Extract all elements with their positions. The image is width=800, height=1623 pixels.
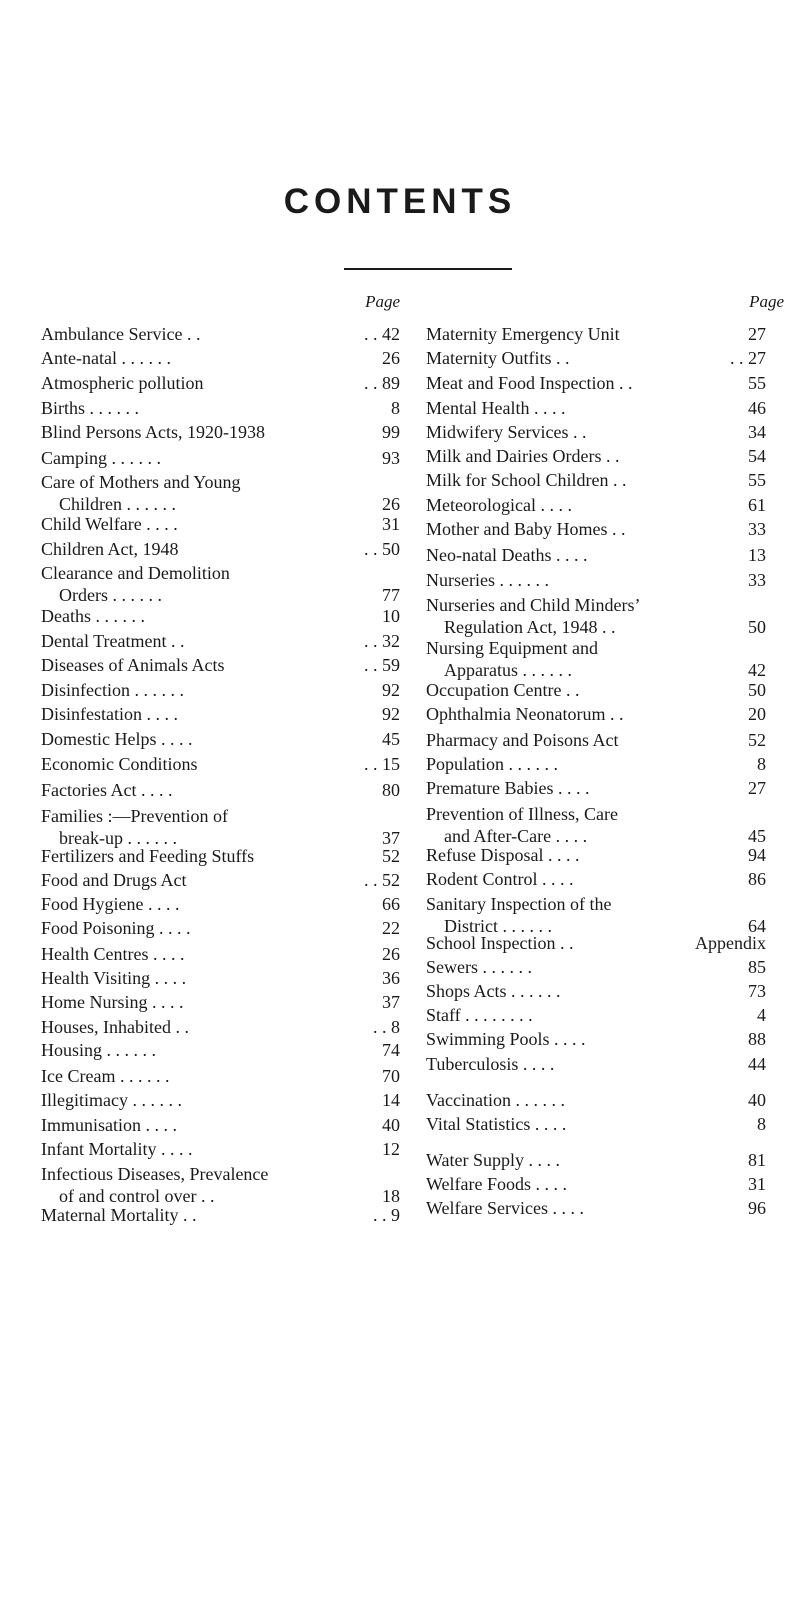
- entry-page-number: 70: [382, 1066, 400, 1086]
- entry-label: Camping . . . . . .: [41, 448, 161, 468]
- index-entry: [426, 372, 766, 394]
- index-entry: [41, 562, 400, 606]
- entry-label: Infectious Diseases, Prevalence: [41, 1164, 269, 1184]
- index-entry: [41, 753, 400, 775]
- entry-label: Welfare Foods . . . .: [426, 1174, 568, 1194]
- entry-page-number: 96: [748, 1198, 766, 1218]
- entry-label: Deaths . . . . . .: [41, 606, 145, 626]
- entry-label: Ice Cream . . . . . .: [41, 1066, 170, 1086]
- entry-label: Nursing Equipment and: [426, 638, 598, 658]
- entry-label: Tuberculosis . . . .: [426, 1054, 555, 1074]
- index-entry: [41, 1016, 400, 1038]
- index-entry: [41, 893, 400, 915]
- index-entry: [426, 594, 766, 638]
- entry-page-number: 40: [382, 1115, 400, 1135]
- index-entry: [426, 469, 766, 491]
- entry-label: Mother and Baby Homes . .: [426, 519, 626, 539]
- index-entry: [426, 956, 766, 978]
- entry-page-number: . . 52: [364, 870, 400, 890]
- entry-page-number: 44: [748, 1054, 766, 1074]
- entry-page-number: 37: [382, 828, 400, 848]
- entry-label: Staff . . . . . . . .: [426, 1005, 533, 1025]
- entry-label: Economic Conditions: [41, 754, 198, 774]
- entry-page-number: 52: [748, 730, 766, 750]
- entry-label: Welfare Services . . . .: [426, 1198, 584, 1218]
- entry-label: Food Poisoning . . . .: [41, 918, 191, 938]
- index-entry: [41, 513, 400, 535]
- entry-label: Domestic Helps . . . .: [41, 729, 193, 749]
- entry-page-number: . . 9: [373, 1205, 400, 1225]
- entry-page-number: 36: [382, 968, 400, 988]
- entry-label: Prevention of Illness, Care: [426, 804, 618, 824]
- entry-page-number: 85: [748, 957, 766, 977]
- entry-page-number: 13: [748, 545, 766, 565]
- entry-page-number: 92: [382, 704, 400, 724]
- index-entry: [426, 323, 766, 345]
- index-entry: [41, 917, 400, 939]
- index-entry: [41, 421, 400, 443]
- entry-page-number: 99: [382, 422, 400, 442]
- entry-label: Ophthalmia Neonatorum . .: [426, 704, 624, 724]
- index-entry: [41, 372, 400, 394]
- entry-page-number: 46: [748, 398, 766, 418]
- entry-label: Families :—Prevention of: [41, 806, 228, 826]
- entry-label: Ambulance Service . .: [41, 324, 201, 344]
- entry-label: Premature Babies . . . .: [426, 778, 590, 798]
- index-entry: [41, 1065, 400, 1087]
- left-page-heading: Page: [365, 292, 400, 311]
- entry-label: Nurseries and Child Minders’: [426, 595, 641, 615]
- entry-label: Births . . . . . .: [41, 398, 140, 418]
- entry-page-number: 50: [748, 680, 766, 700]
- entry-label: Maternity Emergency Unit: [426, 324, 620, 344]
- entry-page-number: 77: [382, 585, 400, 605]
- entry-page-number: 80: [382, 780, 400, 800]
- entry-label: Children Act, 1948: [41, 539, 179, 559]
- index-entry: [426, 1149, 766, 1171]
- index-entry: [41, 805, 400, 849]
- entry-page-number: 31: [382, 514, 400, 534]
- index-entry: [426, 494, 766, 516]
- entry-label: Blind Persons Acts, 1920-1938: [41, 422, 266, 442]
- index-entry: [426, 703, 766, 725]
- entry-label: Health Centres . . . .: [41, 944, 185, 964]
- index-entry: [41, 605, 400, 627]
- entry-label: Diseases of Animals Acts: [41, 655, 225, 675]
- entry-page-number: 50: [748, 617, 766, 637]
- entry-page-number: . . 27: [730, 348, 766, 368]
- entry-page-number: 27: [748, 324, 766, 344]
- entry-page-number: 8: [391, 398, 400, 418]
- entry-label: Apparatus . . . . . .: [444, 660, 572, 680]
- entry-label: Immunisation . . . .: [41, 1115, 177, 1135]
- index-entry: [41, 630, 400, 652]
- entry-page-number: 18: [382, 1186, 400, 1206]
- index-entry: [426, 544, 766, 566]
- index-entry: [41, 1114, 400, 1136]
- entry-label: Illegitimacy . . . . . .: [41, 1090, 182, 1110]
- entry-page-number: 8: [757, 754, 766, 774]
- entry-page-number: 73: [748, 981, 766, 1001]
- entry-page-number: 55: [748, 373, 766, 393]
- index-entry: [41, 323, 400, 345]
- index-entry: [426, 803, 766, 847]
- index-entry: [426, 729, 766, 751]
- index-entry: [41, 447, 400, 469]
- index-entry: [426, 421, 766, 443]
- entry-page-number: 45: [382, 729, 400, 749]
- entry-page-number: 20: [748, 704, 766, 724]
- entry-label: District . . . . . .: [444, 916, 552, 936]
- index-entry: [426, 932, 766, 954]
- entry-page-number: 55: [748, 470, 766, 490]
- entry-label: Vital Statistics . . . .: [426, 1114, 567, 1134]
- index-entry: [426, 1004, 766, 1026]
- index-entry: [426, 1197, 766, 1219]
- entry-label: Factories Act . . . .: [41, 780, 173, 800]
- entry-page-number: 26: [382, 348, 400, 368]
- entry-page-number: 86: [748, 869, 766, 889]
- index-entry: [426, 893, 766, 937]
- entry-label: Ante-natal . . . . . .: [41, 348, 171, 368]
- entry-page-number: 33: [748, 519, 766, 539]
- entry-label: Milk for School Children . .: [426, 470, 627, 490]
- entry-label: Children . . . . . .: [59, 494, 176, 514]
- entry-page-number: 12: [382, 1139, 400, 1159]
- entry-label: Food Hygiene . . . .: [41, 894, 180, 914]
- entry-page-number: Appendix: [695, 933, 766, 953]
- index-entry: [41, 1138, 400, 1160]
- entry-label: and After-Care . . . .: [444, 826, 588, 846]
- entry-page-number: 42: [748, 660, 766, 680]
- index-entry: [41, 1089, 400, 1111]
- index-entry: [426, 1053, 766, 1075]
- entry-label: Food and Drugs Act: [41, 870, 187, 890]
- index-entry: [426, 844, 766, 866]
- entry-page-number: 26: [382, 494, 400, 514]
- entry-label: Refuse Disposal . . . .: [426, 845, 580, 865]
- entry-label: Houses, Inhabited . .: [41, 1017, 189, 1037]
- index-entry: [426, 347, 766, 369]
- entry-label: Housing . . . . . .: [41, 1040, 157, 1060]
- entry-page-number: . . 59: [364, 655, 400, 675]
- index-entry: [41, 1039, 400, 1061]
- entry-label: Vaccination . . . . . .: [426, 1090, 565, 1110]
- entry-label: Mental Health . . . .: [426, 398, 566, 418]
- entry-label: Rodent Control . . . .: [426, 869, 574, 889]
- entry-label: Sanitary Inspection of the: [426, 894, 612, 914]
- entry-page-number: . . 42: [364, 324, 400, 344]
- index-entry: [426, 1113, 766, 1135]
- entry-label: Health Visiting . . . .: [41, 968, 187, 988]
- index-entry: [41, 347, 400, 369]
- entry-label: Maternity Outfits . .: [426, 348, 570, 368]
- index-entry: [426, 1173, 766, 1195]
- entry-page-number: 27: [748, 778, 766, 798]
- entry-page-number: . . 15: [364, 754, 400, 774]
- entry-label: Shops Acts . . . . . .: [426, 981, 561, 1001]
- entry-page-number: 54: [748, 446, 766, 466]
- index-entry: [41, 397, 400, 419]
- entry-page-number: 4: [757, 1005, 766, 1025]
- entry-label: Infant Mortality . . . .: [41, 1139, 193, 1159]
- entry-label: Milk and Dairies Orders . .: [426, 446, 620, 466]
- entry-page-number: 81: [748, 1150, 766, 1170]
- entry-page-number: 45: [748, 826, 766, 846]
- index-entry: [426, 569, 766, 591]
- entry-label: Sewers . . . . . .: [426, 957, 532, 977]
- entry-page-number: 37: [382, 992, 400, 1012]
- entry-page-number: 74: [382, 1040, 400, 1060]
- index-entry: [426, 637, 766, 681]
- index-entry: [41, 703, 400, 725]
- index-entry: [41, 471, 400, 515]
- entry-page-number: 34: [748, 422, 766, 442]
- entry-label: break-up . . . . . .: [59, 828, 177, 848]
- index-entry: [41, 728, 400, 750]
- index-entry: [41, 991, 400, 1013]
- index-entry: [41, 654, 400, 676]
- entry-label: Clearance and Demolition: [41, 563, 230, 583]
- index-entry: [426, 679, 766, 701]
- index-entry: [426, 397, 766, 419]
- entry-label: Swimming Pools . . . .: [426, 1029, 586, 1049]
- entry-label: Meteorological . . . .: [426, 495, 572, 515]
- right-page-heading: Page: [749, 292, 784, 311]
- entry-label: Maternal Mortality . .: [41, 1205, 197, 1225]
- entry-label: Meat and Food Inspection . .: [426, 373, 633, 393]
- index-entry: [426, 868, 766, 890]
- entry-page-number: 22: [382, 918, 400, 938]
- entry-page-number: . . 32: [364, 631, 400, 651]
- entry-label: Regulation Act, 1948 . .: [444, 617, 616, 637]
- index-entry: [426, 1028, 766, 1050]
- entry-page-number: 52: [382, 846, 400, 866]
- index-entry: [41, 943, 400, 965]
- entry-label: Nurseries . . . . . .: [426, 570, 549, 590]
- entry-page-number: 14: [382, 1090, 400, 1110]
- index-entry: [41, 845, 400, 867]
- entry-page-number: 66: [382, 894, 400, 914]
- index-entry: [41, 1204, 400, 1226]
- entry-page-number: 26: [382, 944, 400, 964]
- entry-page-number: 31: [748, 1174, 766, 1194]
- entry-page-number: 64: [748, 916, 766, 936]
- entry-label: Child Welfare . . . .: [41, 514, 178, 534]
- entry-page-number: 10: [382, 606, 400, 626]
- title-underline: [344, 268, 512, 270]
- entry-label: Fertilizers and Feeding Stuffs: [41, 846, 255, 866]
- entry-page-number: 61: [748, 495, 766, 515]
- index-entry: [41, 779, 400, 801]
- index-entry: [426, 1089, 766, 1111]
- entry-label: Disinfestation . . . .: [41, 704, 178, 724]
- entry-page-number: 92: [382, 680, 400, 700]
- entry-label: Pharmacy and Poisons Act: [426, 730, 619, 750]
- index-entry: [41, 967, 400, 989]
- entry-page-number: 40: [748, 1090, 766, 1110]
- index-entry: [41, 679, 400, 701]
- index-entry: [426, 518, 766, 540]
- index-entry: [426, 753, 766, 775]
- entry-label: Neo-natal Deaths . . . .: [426, 545, 588, 565]
- entry-label: Water Supply . . . .: [426, 1150, 561, 1170]
- entry-label: Midwifery Services . .: [426, 422, 587, 442]
- entry-page-number: . . 50: [364, 539, 400, 559]
- page-title: CONTENTS: [283, 182, 517, 221]
- entry-label: Atmospheric pollution: [41, 373, 204, 393]
- index-entry: [426, 445, 766, 467]
- index-entry: [426, 980, 766, 1002]
- entry-page-number: 33: [748, 570, 766, 590]
- entry-page-number: . . 89: [364, 373, 400, 393]
- index-entry: [41, 538, 400, 560]
- entry-page-number: 94: [748, 845, 766, 865]
- index-entry: [41, 1163, 400, 1207]
- entry-page-number: 93: [382, 448, 400, 468]
- index-entry: [41, 869, 400, 891]
- index-entry: [426, 777, 766, 799]
- entry-label: Dental Treatment . .: [41, 631, 185, 651]
- entry-label: Disinfection . . . . . .: [41, 680, 184, 700]
- entry-label: Orders . . . . . .: [59, 585, 162, 605]
- entry-label: Home Nursing . . . .: [41, 992, 184, 1012]
- entry-label: Care of Mothers and Young: [41, 472, 241, 492]
- entry-page-number: 8: [757, 1114, 766, 1134]
- entry-page-number: 88: [748, 1029, 766, 1049]
- entry-page-number: . . 8: [373, 1017, 400, 1037]
- entry-label: School Inspection . .: [426, 933, 574, 953]
- entry-label: Population . . . . . .: [426, 754, 559, 774]
- entry-label: Occupation Centre . .: [426, 680, 580, 700]
- entry-label: of and control over . .: [59, 1186, 215, 1206]
